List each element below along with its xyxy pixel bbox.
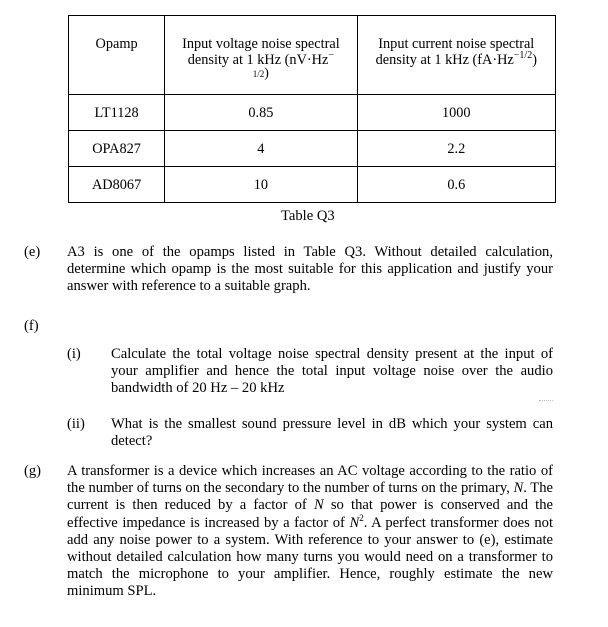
question-e-label: (e)	[24, 244, 41, 260]
cell-opamp: OPA827	[69, 131, 165, 167]
question-g-n3-exp: 2	[359, 512, 364, 523]
cell-opamp: LT1128	[69, 95, 165, 131]
header-voltage-line2: density at 1 kHz (nV·Hz	[187, 52, 329, 68]
header-current-close: )	[532, 52, 537, 68]
header-voltage-line1: Input voltage noise spectral	[182, 36, 340, 52]
table-row	[69, 131, 556, 167]
question-g-part2: . The current is then reduced by a factor of	[67, 480, 553, 514]
table-caption: Table Q3	[281, 208, 335, 224]
question-f-i-text: Calculate the total voltage noise spectral density present at the input of your amplifier and hence the total input voltage noise over the audio bandwidth of 20 Hz – 20 kHz	[111, 346, 553, 397]
question-f-ii-label: (ii)	[67, 416, 85, 432]
question-f-ii-text: What is the smallest sound pressure level in dB which your system can detect?	[111, 416, 553, 450]
header-opamp	[69, 16, 165, 95]
header-current-line1: Input current noise spectral	[378, 36, 535, 52]
question-g-n2: N	[313, 497, 324, 514]
cell-current-noise: 0.6	[357, 167, 555, 203]
cell-current-noise: 2.2	[357, 131, 555, 167]
header-voltage-exp2: 1/2	[252, 69, 265, 79]
header-current-exp: −1/2	[513, 50, 533, 61]
table-header-row	[69, 16, 556, 95]
question-f-label: (f)	[24, 318, 39, 334]
table-row	[69, 95, 556, 131]
question-g-label: (g)	[24, 463, 42, 479]
question-g-part3: so that power is conserved and the effective impedance is increased by a factor of	[67, 497, 553, 531]
cell-voltage-noise: 0.85	[165, 95, 357, 131]
header-opamp-text: Opamp	[95, 36, 138, 52]
question-g-n1: N	[513, 480, 524, 497]
question-f-i-label: (i)	[67, 346, 81, 362]
question-g-part1: A transformer is a device which increases an AC voltage according to the ratio of the number of turns on the secondary to the number of turns on the primary,	[67, 463, 553, 497]
table-row	[69, 167, 556, 203]
header-voltage-noise	[165, 16, 357, 95]
noise-table	[68, 15, 556, 203]
question-g-part4: . A perfect transformer does not add any noise power to a system. With reference to your answer to (e), estimate without detailed calculation how many turns you would need on a transformer to match the microphone to your amplifier. Hence, roughly estimate the new minimum SPL.	[67, 514, 553, 600]
cell-current-noise: 1000	[357, 95, 555, 131]
header-current-line2: density at 1 kHz (fA·Hz	[375, 52, 514, 68]
cell-voltage-noise: 10	[165, 167, 357, 203]
question-g-text	[67, 463, 553, 601]
header-current-noise	[357, 16, 555, 95]
cell-opamp: AD8067	[69, 167, 165, 203]
header-voltage-exp: −	[328, 50, 334, 61]
divider	[539, 400, 553, 403]
cell-voltage-noise: 4	[165, 131, 357, 167]
header-voltage-close: )	[264, 66, 269, 81]
question-g-n3: N	[349, 514, 360, 531]
question-e-text: A3 is one of the opamps listed in Table Q3. Without detailed calculation, determine which opamp is the most suitable for this application and justify your answer with reference to a suitable graph.	[67, 244, 553, 295]
